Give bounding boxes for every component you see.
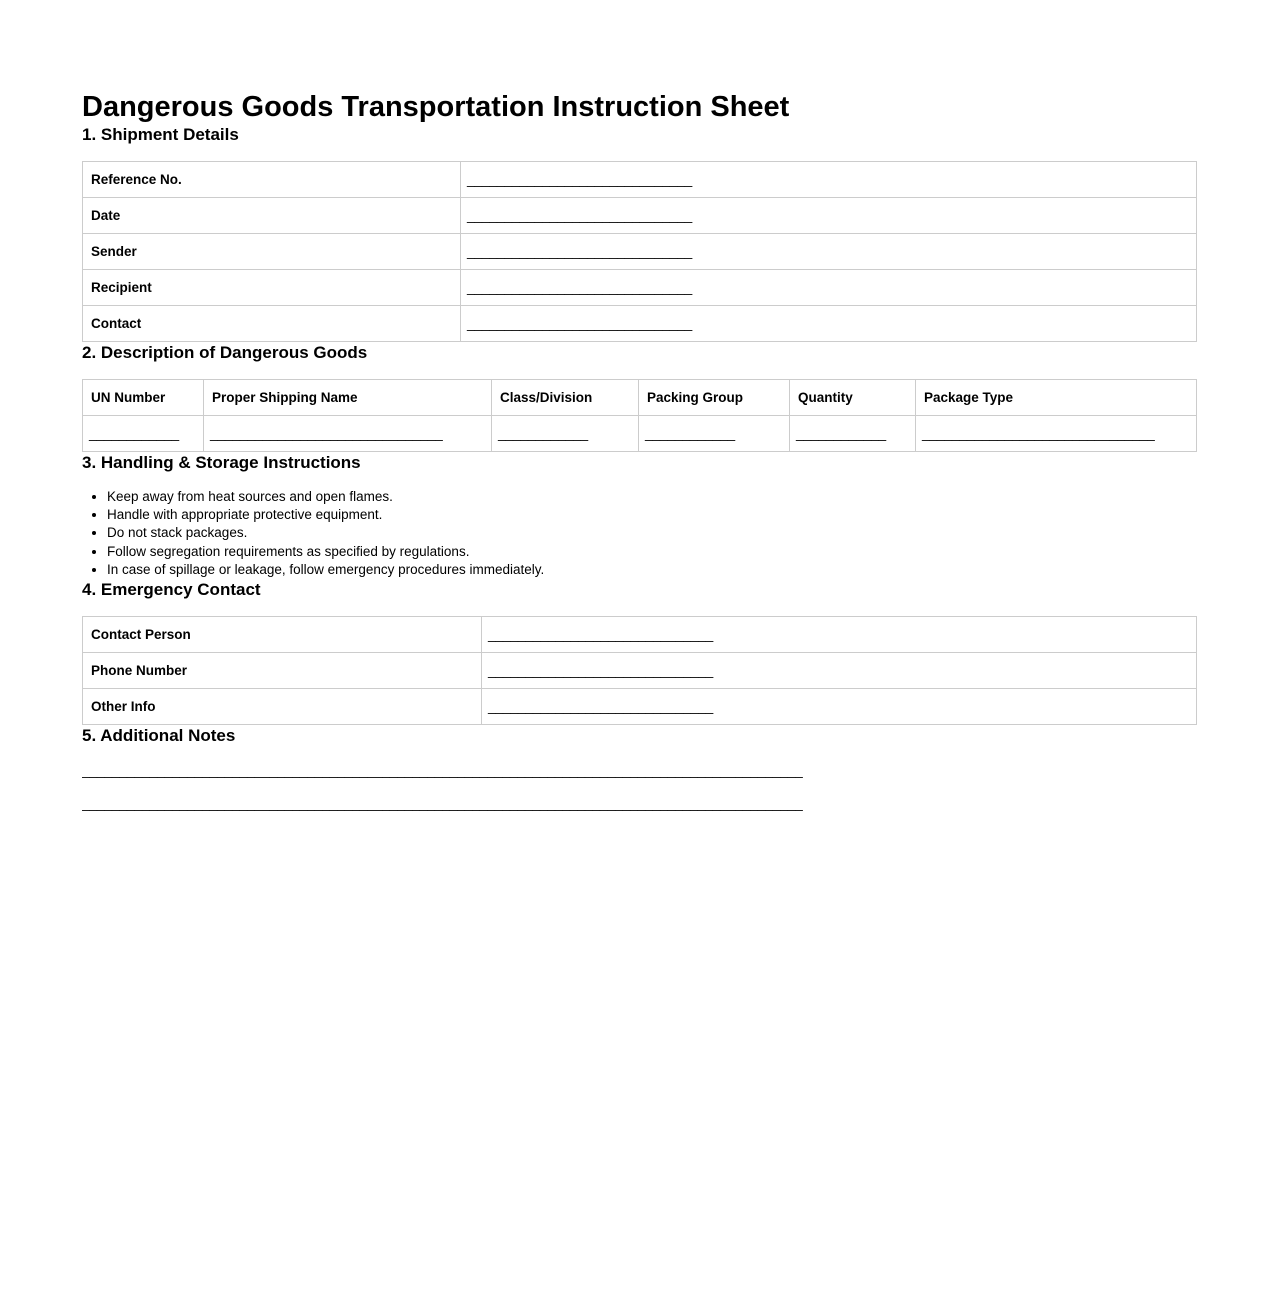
column-header-proper-shipping-name: Proper Shipping Name: [204, 380, 492, 416]
section-heading-emergency-contact: 4. Emergency Contact: [82, 580, 261, 600]
bullet-item: • Handle with appropriate protective equipment.: [107, 506, 1196, 524]
table-row: [83, 689, 1197, 725]
table-row: [83, 653, 1197, 689]
table-row: [83, 416, 1197, 452]
blank-line-contact: ______________________________: [467, 316, 693, 331]
column-header-packing-group: Packing Group: [639, 380, 790, 416]
blank-line-date: ______________________________: [467, 208, 693, 223]
table-row: [83, 617, 1197, 653]
column-header-package-type: Package Type: [916, 380, 1197, 416]
column-header-quantity: Quantity: [790, 380, 916, 416]
blank-line-package-type: _______________________________: [922, 426, 1155, 441]
row-label-date: Date: [83, 198, 461, 234]
bullet-item: • Follow segregation requirements as specified by regulations.: [107, 543, 1196, 561]
blank-line-recipient: ______________________________: [467, 280, 693, 295]
notes-blank-line: ________________________________________________________________________________________________: [82, 763, 803, 779]
blank-line-sender: ______________________________: [467, 244, 693, 259]
table-row: [83, 306, 1197, 342]
row-label-reference-no: Reference No.: [83, 162, 461, 198]
row-label-recipient: Recipient: [83, 270, 461, 306]
blank-line-quantity: ____________: [796, 426, 887, 441]
bullet-item: • In case of spillage or leakage, follow emergency procedures immediately.: [107, 561, 1196, 579]
blank-line-packing-group: ____________: [645, 426, 736, 441]
dangerous-goods-table: [82, 379, 1197, 452]
blank-line-contact-person: ______________________________: [488, 627, 714, 643]
bullet-item: • Do not stack packages.: [107, 524, 1196, 542]
emergency-contact-table: [82, 616, 1197, 725]
table-header-row: [83, 380, 1197, 416]
table-row: [83, 270, 1197, 306]
blank-line-un-number: ____________: [89, 426, 180, 441]
section-heading-additional-notes: 5. Additional Notes: [82, 726, 236, 746]
row-label-contact-person: Contact Person: [83, 617, 482, 653]
blank-line-reference-no: ______________________________: [467, 172, 693, 187]
notes-blank-line: ________________________________________________________________________________________________: [82, 796, 803, 812]
bullet-item: • Keep away from heat sources and open flames.: [107, 488, 1196, 506]
section-heading-handling-storage: 3. Handling & Storage Instructions: [82, 453, 361, 472]
row-label-other-info: Other Info: [83, 689, 482, 725]
blank-line-phone-number: ______________________________: [488, 663, 714, 679]
table-row: [83, 198, 1197, 234]
row-label-sender: Sender: [83, 234, 461, 270]
row-label-phone-number: Phone Number: [83, 653, 482, 689]
shipment-details-table: [82, 161, 1197, 342]
section-heading-dangerous-goods: 2. Description of Dangerous Goods: [82, 343, 368, 362]
row-label-contact: Contact: [83, 306, 461, 342]
blank-line-other-info: ______________________________: [488, 699, 714, 715]
blank-line-proper-shipping-name: _______________________________: [210, 426, 443, 441]
table-row: [83, 234, 1197, 270]
column-header-class-division: Class/Division: [492, 380, 639, 416]
column-header-un-number: UN Number: [83, 380, 204, 416]
handling-instructions-list: [82, 488, 1196, 579]
document-title: Dangerous Goods Transportation Instruction Sheet: [82, 91, 790, 123]
blank-line-class-division: ____________: [498, 426, 589, 441]
section-heading-shipment-details: 1. Shipment Details: [82, 125, 239, 144]
table-row: [83, 162, 1197, 198]
